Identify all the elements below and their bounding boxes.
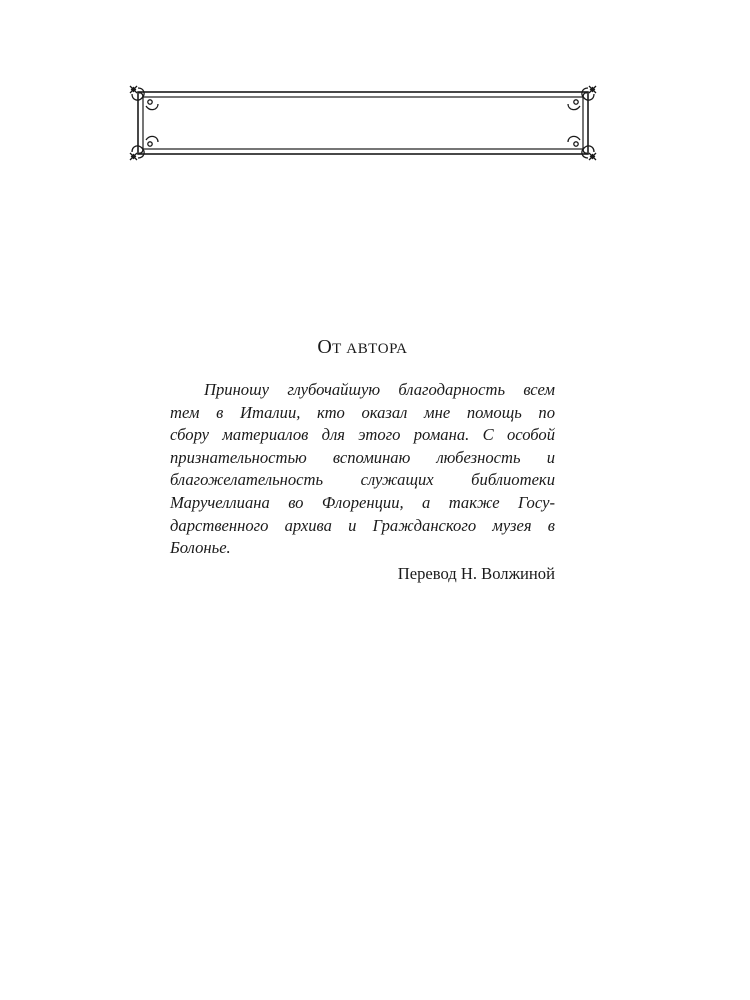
preface-line: благожелательность служащих библиотеки	[170, 470, 555, 490]
preface-line: Маручеллиана во Флоренции, а также Госу-	[170, 492, 555, 512]
preface-line: тем в Италии, кто оказал мне помощь по	[170, 402, 555, 422]
preface-line: Приношу глубочайшую благодарность всем	[204, 380, 555, 399]
preface-paragraph	[170, 379, 555, 560]
section-title	[170, 336, 555, 359]
section-title-initial: О	[317, 336, 333, 358]
preface-line: дарственного архива и Гражданского музея в	[170, 515, 555, 535]
preface-line: признательностью вспоминаю любезность и	[170, 447, 555, 467]
translator-credit: Перевод Н. Волжиной	[397, 563, 555, 583]
ornamental-frame	[128, 84, 598, 162]
preface-line: Болонье.	[170, 538, 231, 558]
preface-line: сбору материалов для этого романа. С особой	[170, 425, 555, 445]
section-title-rest: Т АВТОРА	[332, 341, 408, 357]
author-note-section	[170, 336, 555, 584]
ornamental-frame-icon	[128, 84, 598, 162]
